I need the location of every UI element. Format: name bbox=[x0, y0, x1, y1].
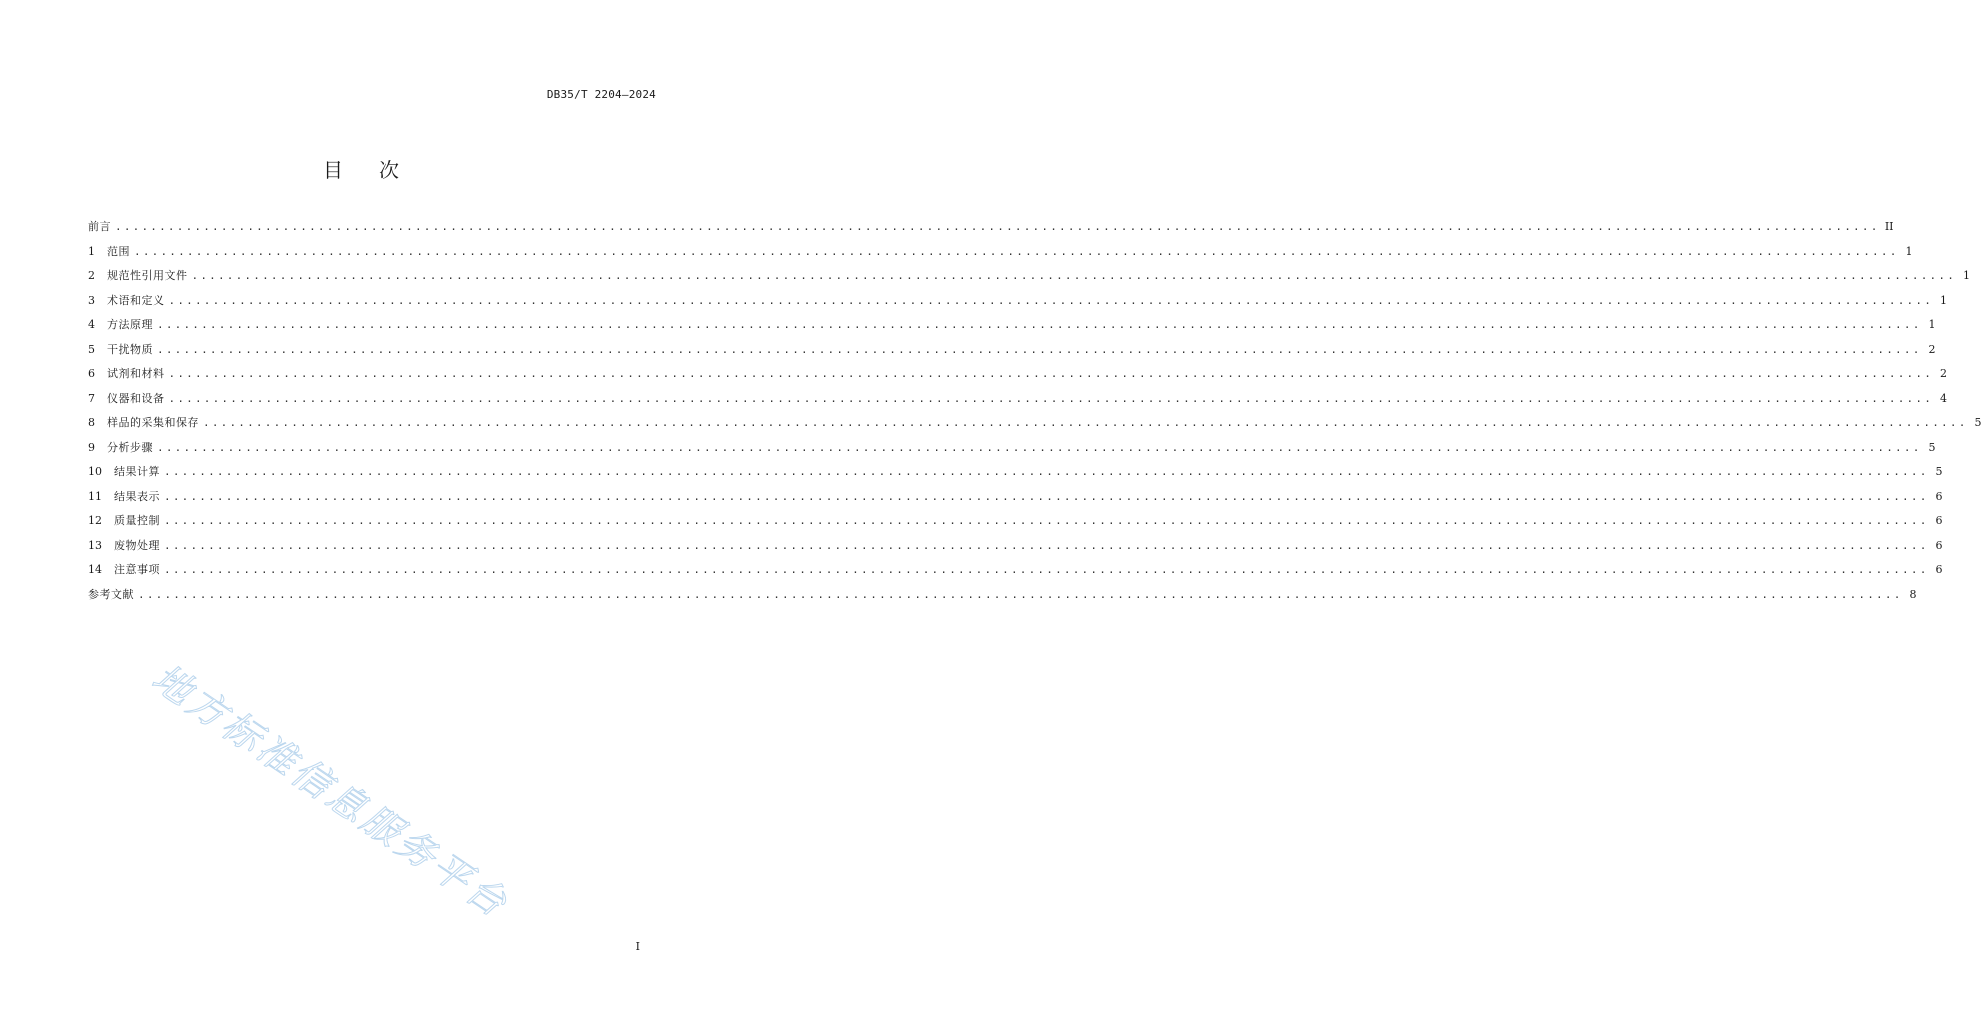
page-title bbox=[0, 154, 724, 183]
toc-entry-page: 2 bbox=[1928, 342, 1936, 356]
document-code: DB35/T 2204—2024 bbox=[546, 88, 656, 101]
toc-entry[interactable] bbox=[88, 561, 1943, 586]
toc-entry[interactable] bbox=[88, 243, 1913, 268]
toc-entry[interactable] bbox=[88, 341, 1936, 366]
toc-dot-leader: ........................................................................................................................................................................................................ bbox=[168, 367, 1934, 380]
toc-entry[interactable] bbox=[88, 586, 1917, 611]
toc-entry-page: 1 bbox=[1905, 244, 1913, 258]
toc-dot-leader: ........................................................................................................................................................................................................ bbox=[115, 220, 1880, 233]
toc-dot-leader: ........................................................................................................................................................................................................ bbox=[168, 293, 1934, 307]
toc-entry-label: 试剂和材料 bbox=[107, 367, 165, 380]
toc-dot-leader: ........................................................................................................................................................................................................ bbox=[157, 342, 1922, 356]
toc-entry-label: 方法原理 bbox=[107, 318, 153, 331]
toc-entry-number: 13 bbox=[88, 538, 102, 552]
toc-entry-label: 术语和定义 bbox=[107, 293, 165, 307]
toc-entry-page: 5 bbox=[1935, 465, 1943, 478]
toc-entry[interactable] bbox=[88, 512, 1943, 537]
toc-entry-number: 3 bbox=[88, 293, 95, 307]
toc-entry-page: 1 bbox=[1940, 293, 1948, 307]
title-char-right: 次 bbox=[379, 158, 401, 182]
title-char-left: 目 bbox=[323, 158, 345, 182]
toc-entry-number: 11 bbox=[88, 489, 102, 503]
toc-entry-number: 4 bbox=[88, 318, 95, 331]
toc-dot-leader: ........................................................................................................................................................................................................ bbox=[164, 489, 1929, 503]
toc-dot-leader: ........................................................................................................................................................................................................ bbox=[164, 465, 1929, 478]
toc-entry-number: 14 bbox=[88, 563, 102, 576]
toc-entry-label: 注意事项 bbox=[114, 563, 160, 576]
toc-entry-number: 1 bbox=[88, 244, 95, 258]
toc-entry-page: 5 bbox=[1928, 440, 1936, 454]
toc-entry[interactable] bbox=[88, 390, 1948, 415]
toc-dot-leader: ........................................................................................................................................................................................................ bbox=[164, 514, 1929, 527]
toc-entry[interactable] bbox=[88, 316, 1936, 341]
toc-entry-label: 规范性引用文件 bbox=[107, 269, 188, 282]
toc-entry-page: 1 bbox=[1963, 269, 1971, 282]
toc-entry-label: 干扰物质 bbox=[107, 342, 153, 356]
toc-entry-page: 5 bbox=[1974, 416, 1982, 429]
toc-dot-leader: ........................................................................................................................................................................................................ bbox=[164, 538, 1929, 552]
toc-entry-page: 2 bbox=[1940, 367, 1948, 380]
toc-entry-page: 6 bbox=[1935, 514, 1943, 527]
toc-entry-page: 6 bbox=[1935, 563, 1943, 576]
toc-dot-leader: ........................................................................................................................................................................................................ bbox=[168, 391, 1934, 405]
toc-dot-leader: ........................................................................................................................................................................................................ bbox=[191, 269, 1957, 282]
toc-entry[interactable] bbox=[88, 414, 1982, 439]
page-number: I bbox=[635, 940, 640, 953]
toc-dot-leader: ........................................................................................................................................................................................................ bbox=[138, 587, 1903, 601]
toc-entry-label: 废物处理 bbox=[114, 538, 160, 552]
toc-entry-label: 参考文献 bbox=[88, 587, 134, 601]
toc-entry-page: 6 bbox=[1935, 489, 1943, 503]
toc-entry[interactable] bbox=[88, 439, 1936, 464]
toc-entry-label: 分析步骤 bbox=[107, 440, 153, 454]
toc-entry-label: 范围 bbox=[107, 244, 130, 258]
toc-dot-leader: ........................................................................................................................................................................................................ bbox=[157, 440, 1922, 454]
toc-entry-label: 仪器和设备 bbox=[107, 391, 165, 405]
toc-entry-number: 10 bbox=[88, 465, 102, 478]
toc-entry-number: 5 bbox=[88, 342, 95, 356]
toc-entry-page: II bbox=[1884, 220, 1894, 233]
toc-entry[interactable] bbox=[88, 292, 1948, 317]
toc-entry-number: 12 bbox=[88, 514, 102, 527]
watermark: 地方标准信息服务平台 bbox=[144, 655, 518, 927]
toc-entry-number: 9 bbox=[88, 440, 95, 454]
toc-entry-page: 4 bbox=[1940, 391, 1948, 405]
toc-entry-page: 6 bbox=[1935, 538, 1943, 552]
toc-entry-number: 2 bbox=[88, 269, 95, 282]
toc-dot-leader: ........................................................................................................................................................................................................ bbox=[203, 416, 1968, 429]
toc-entry-number: 8 bbox=[88, 416, 95, 429]
toc-entry-number: 7 bbox=[88, 391, 95, 405]
toc-entry-label: 结果计算 bbox=[114, 465, 160, 478]
toc-entry-label: 质量控制 bbox=[114, 514, 160, 527]
table-of-contents bbox=[88, 218, 1982, 610]
toc-dot-leader: ........................................................................................................................................................................................................ bbox=[164, 563, 1929, 576]
toc-entry-number: 6 bbox=[88, 367, 95, 380]
toc-entry[interactable] bbox=[88, 267, 1971, 292]
toc-dot-leader: ........................................................................................................................................................................................................ bbox=[157, 318, 1922, 331]
toc-entry[interactable] bbox=[88, 463, 1943, 488]
toc-entry-page: 8 bbox=[1909, 587, 1917, 601]
toc-entry-label: 样品的采集和保存 bbox=[107, 416, 199, 429]
toc-entry-page: 1 bbox=[1928, 318, 1936, 331]
toc-entry[interactable] bbox=[88, 218, 1894, 243]
toc-entry[interactable] bbox=[88, 537, 1943, 562]
toc-entry-label: 前言 bbox=[88, 220, 111, 233]
toc-entry-label: 结果表示 bbox=[114, 489, 160, 503]
toc-dot-leader: ........................................................................................................................................................................................................ bbox=[134, 244, 1899, 258]
toc-entry[interactable] bbox=[88, 365, 1948, 390]
toc-entry[interactable] bbox=[88, 488, 1943, 513]
